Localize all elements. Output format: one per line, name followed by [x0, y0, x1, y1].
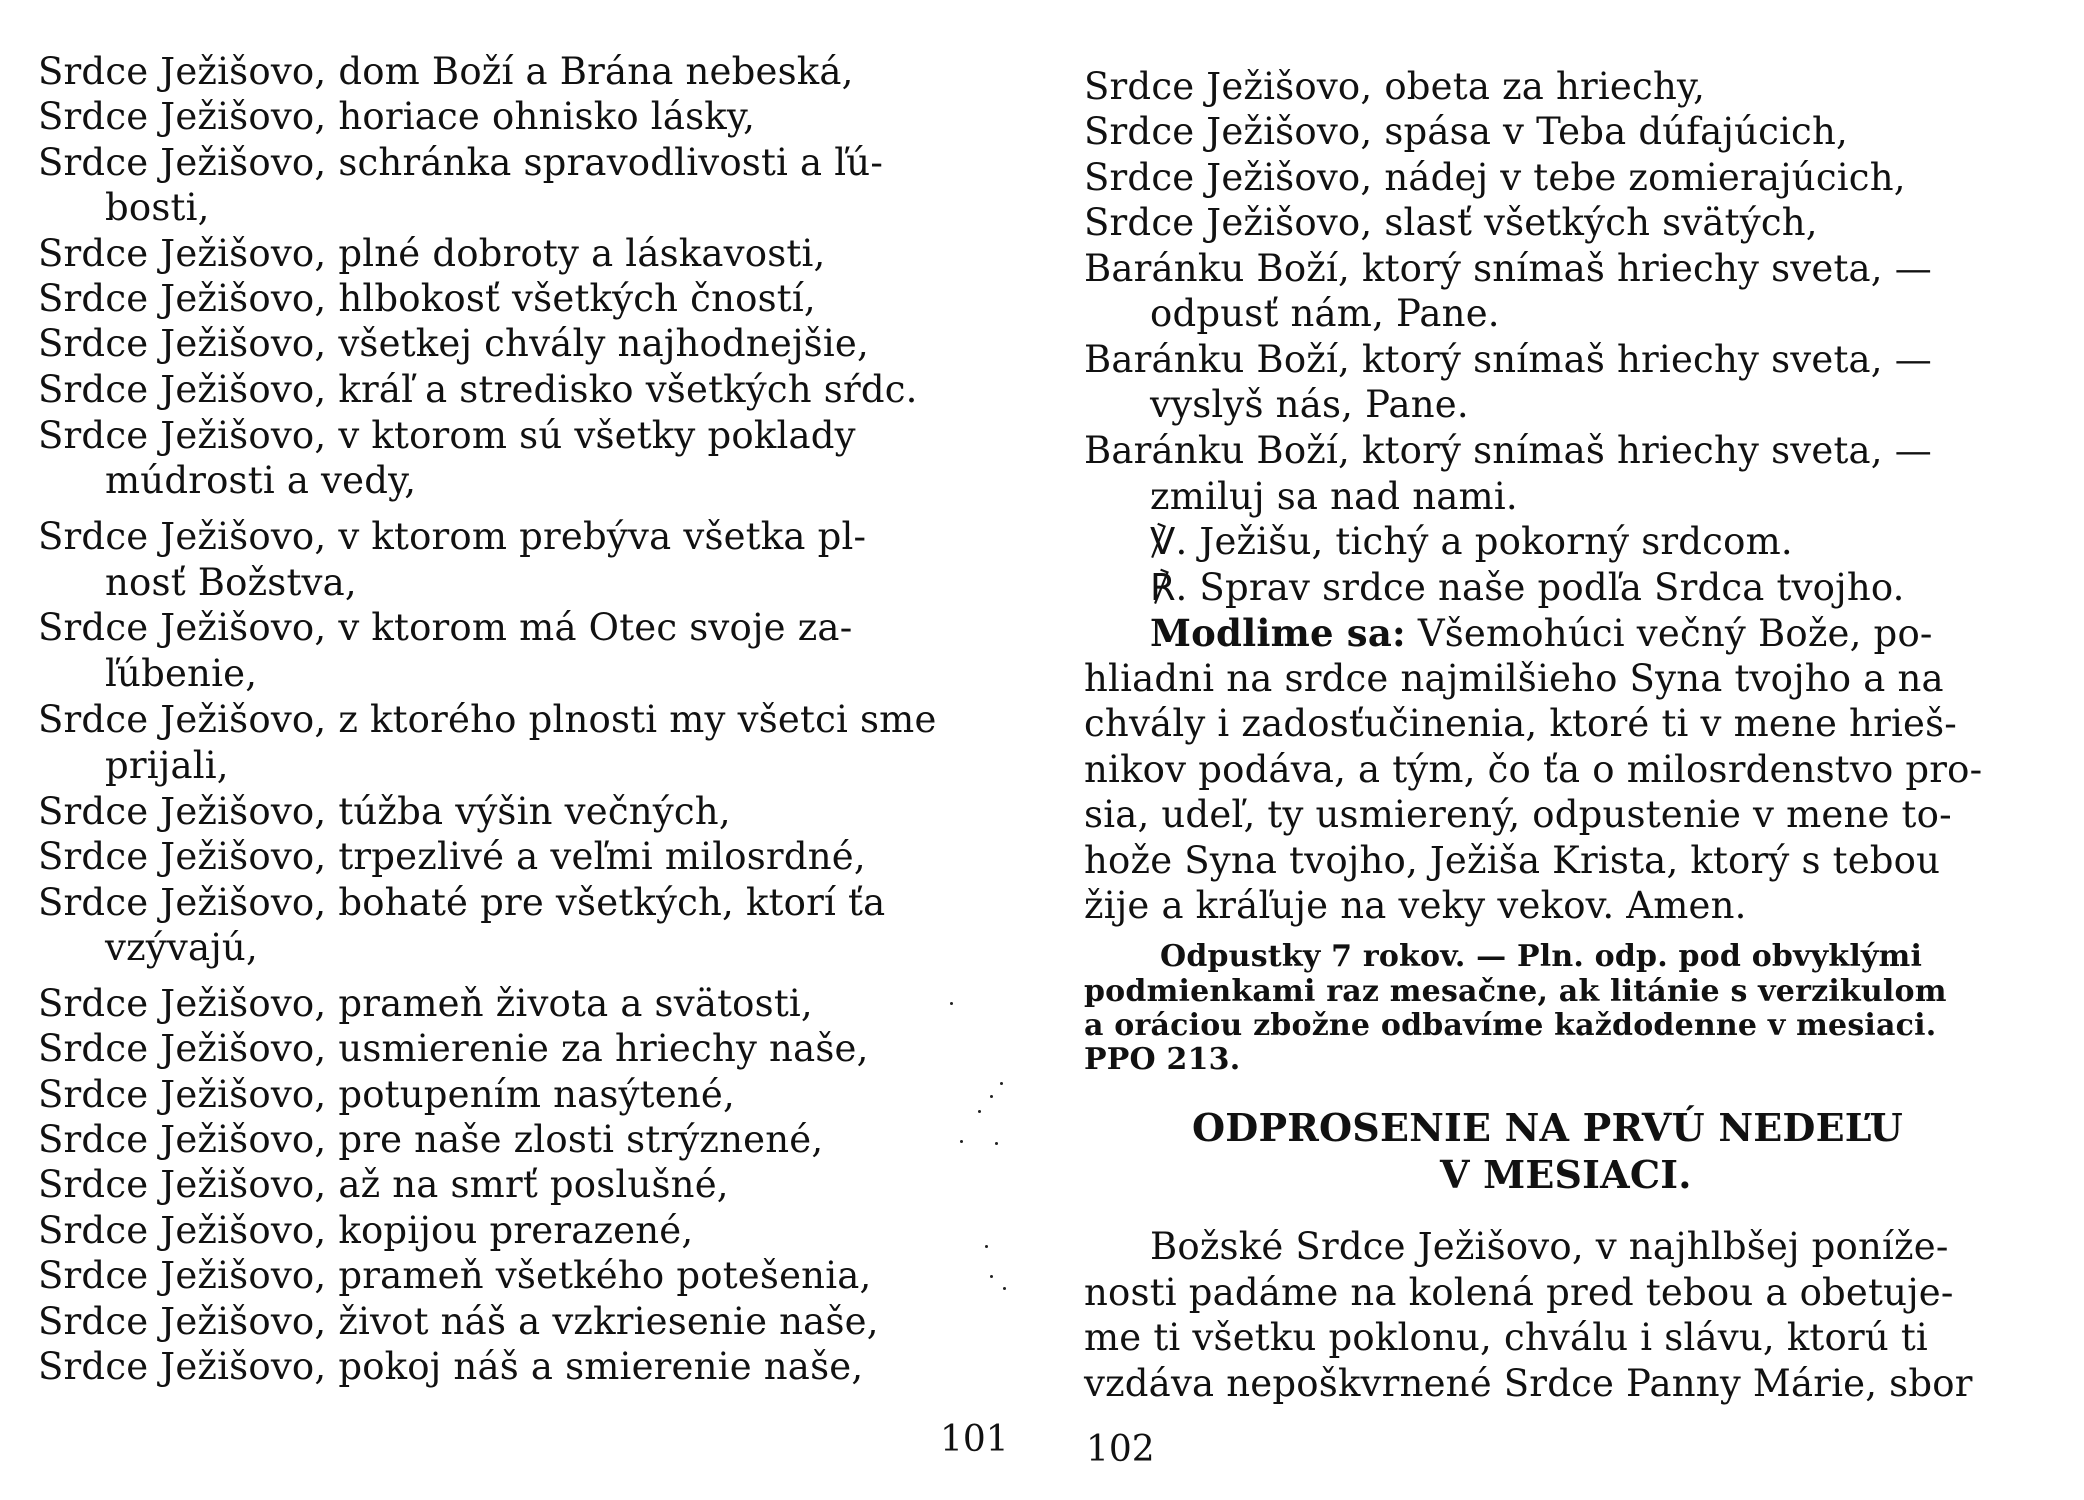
- litany-line: nosť Božstva,: [105, 561, 357, 604]
- litany-line: Srdce Ježišovo, plné dobroty a láskavosti,: [38, 232, 826, 275]
- litany-line: Srdce Ježišovo, hlbokosť všetkých čností,: [38, 277, 816, 320]
- litany-line: Srdce Ježišovo, horiace ohnisko lásky,: [38, 95, 756, 138]
- indulgence-line: a oráciou zbožne odbavíme každodenne v mesiaci.: [1084, 1008, 1937, 1043]
- prayer-line: hože Syna tvojho, Ježiša Krista, ktorý s tebou: [1084, 839, 1941, 882]
- stray-mark: [1003, 1287, 1006, 1290]
- prayer-label: Modlime sa:: [1150, 611, 1406, 655]
- stray-mark: [995, 1142, 998, 1145]
- prayer-line: sia, udeľ, ty usmierený, odpustenie v mene to-: [1084, 793, 1952, 836]
- response-line: ℟. Sprav srdce naše podľa Srdca tvojho.: [1150, 566, 1905, 609]
- litany-line: Srdce Ježišovo, pre naše zlosti strýznené,: [38, 1118, 824, 1161]
- litany-line: Baránku Boží, ktorý snímaš hriechy sveta, —: [1084, 338, 1932, 381]
- litany-line: Srdce Ježišovo, prameň života a svätosti,: [38, 982, 813, 1025]
- litany-line: Srdce Ježišovo, z ktorého plnosti my všetci sme: [38, 698, 937, 741]
- indulgence-line: PPO 213.: [1084, 1042, 1241, 1077]
- litany-line: Srdce Ježišovo, bohaté pre všetkých, ktorí ťa: [38, 881, 886, 924]
- body-line: nosti padáme na kolená pred tebou a obetuje-: [1084, 1271, 1954, 1314]
- prayer-line: žije a kráľuje na veky vekov. Amen.: [1084, 884, 1747, 927]
- litany-line: vyslyš nás, Pane.: [1150, 383, 1469, 426]
- indulgence-line: Odpustky 7 rokov. — Pln. odp. pod obvyklými: [1160, 939, 1923, 974]
- indulgence-line: podmienkami raz mesačne, ak litánie s verzikulom: [1084, 974, 1947, 1009]
- body-line: vzdáva nepoškvrnené Srdce Panny Márie, sbor: [1084, 1362, 1973, 1405]
- litany-line: Srdce Ježišovo, usmierenie za hriechy naše,: [38, 1027, 869, 1070]
- litany-line: Srdce Ježišovo, spása v Teba dúfajúcich,: [1084, 110, 1848, 153]
- litany-line: Srdce Ježišovo, kráľ a stredisko všetkých sŕdc.: [38, 368, 918, 411]
- litany-line: Srdce Ježišovo, všetkej chvály najhodnejšie,: [38, 322, 869, 365]
- litany-line: ľúbenie,: [105, 652, 258, 695]
- prayer-text: Všemohúci večný Bože, po-: [1405, 612, 1933, 655]
- litany-line: Srdce Ježišovo, trpezlivé a veľmi milosrdné,: [38, 835, 866, 878]
- litany-line: Srdce Ježišovo, pokoj náš a smierenie naše,: [38, 1345, 864, 1388]
- section-heading: ODPROSENIE NA PRVÚ NEDEĽU: [1192, 1105, 1903, 1150]
- litany-line: Srdce Ježišovo, obeta za hriechy,: [1084, 65, 1706, 108]
- litany-line: Srdce Ježišovo, až na smrť poslušné,: [38, 1163, 729, 1206]
- litany-line: Srdce Ježišovo, v ktorom prebýva všetka pl-: [38, 515, 867, 558]
- stray-mark: [985, 1245, 988, 1248]
- litany-line: Srdce Ježišovo, schránka spravodlivosti a ľú-: [38, 141, 884, 184]
- prayer-first-line: [1150, 611, 1933, 656]
- page-number: 101: [940, 1419, 1009, 1460]
- body-line: Božské Srdce Ježišovo, v najhlbšej poníže-: [1150, 1225, 1949, 1268]
- litany-line: Srdce Ježišovo, potupením nasýtené,: [38, 1073, 735, 1116]
- litany-line: Srdce Ježišovo, túžba výšin večných,: [38, 790, 731, 833]
- right-page: [1042, 0, 2084, 1500]
- stray-mark: [990, 1095, 993, 1098]
- versicle-line: ℣. Ježišu, tichý a pokorný srdcom.: [1150, 520, 1793, 563]
- litany-line: Baránku Boží, ktorý snímaš hriechy sveta, —: [1084, 429, 1932, 472]
- litany-line: Srdce Ježišovo, v ktorom sú všetky poklady: [38, 414, 856, 457]
- litany-line: odpusť nám, Pane.: [1150, 292, 1500, 335]
- litany-line: Srdce Ježišovo, dom Boží a Brána nebeská,: [38, 50, 854, 93]
- litany-line: bosti,: [105, 186, 210, 229]
- litany-line: múdrosti a vedy,: [105, 459, 417, 502]
- stray-mark: [950, 1002, 953, 1005]
- prayer-line: chvály i zadosťučinenia, ktoré ti v mene hrieš-: [1084, 702, 1957, 745]
- prayer-line: hliadni na srdce najmilšieho Syna tvojho a na: [1084, 657, 1944, 700]
- litany-line: Baránku Boží, ktorý snímaš hriechy sveta, —: [1084, 247, 1932, 290]
- prayer-line: nikov podáva, a tým, čo ťa o milosrdenstvo pro-: [1084, 748, 1983, 791]
- stray-mark: [978, 1110, 981, 1113]
- litany-line: vzývajú,: [105, 926, 258, 969]
- body-line: me ti všetku poklonu, chválu i slávu, ktorú ti: [1084, 1316, 1928, 1359]
- litany-line: Srdce Ježišovo, kopijou prerazené,: [38, 1209, 694, 1252]
- page-number: 102: [1086, 1429, 1155, 1470]
- litany-line: Srdce Ježišovo, v ktorom má Otec svoje za-: [38, 606, 853, 649]
- litany-line: Srdce Ježišovo, slasť všetkých svätých,: [1084, 201, 1818, 244]
- litany-line: zmiluj sa nad nami.: [1150, 475, 1518, 518]
- litany-line: prijali,: [105, 744, 229, 787]
- stray-mark: [990, 1275, 993, 1278]
- stray-mark: [960, 1140, 963, 1143]
- stray-mark: [1000, 1082, 1003, 1085]
- litany-line: Srdce Ježišovo, prameň všetkého potešenia,: [38, 1254, 872, 1297]
- litany-line: Srdce Ježišovo, život náš a vzkriesenie naše,: [38, 1300, 879, 1343]
- section-heading: V MESIACI.: [1440, 1152, 1692, 1197]
- litany-line: Srdce Ježišovo, nádej v tebe zomierajúcich,: [1084, 156, 1906, 199]
